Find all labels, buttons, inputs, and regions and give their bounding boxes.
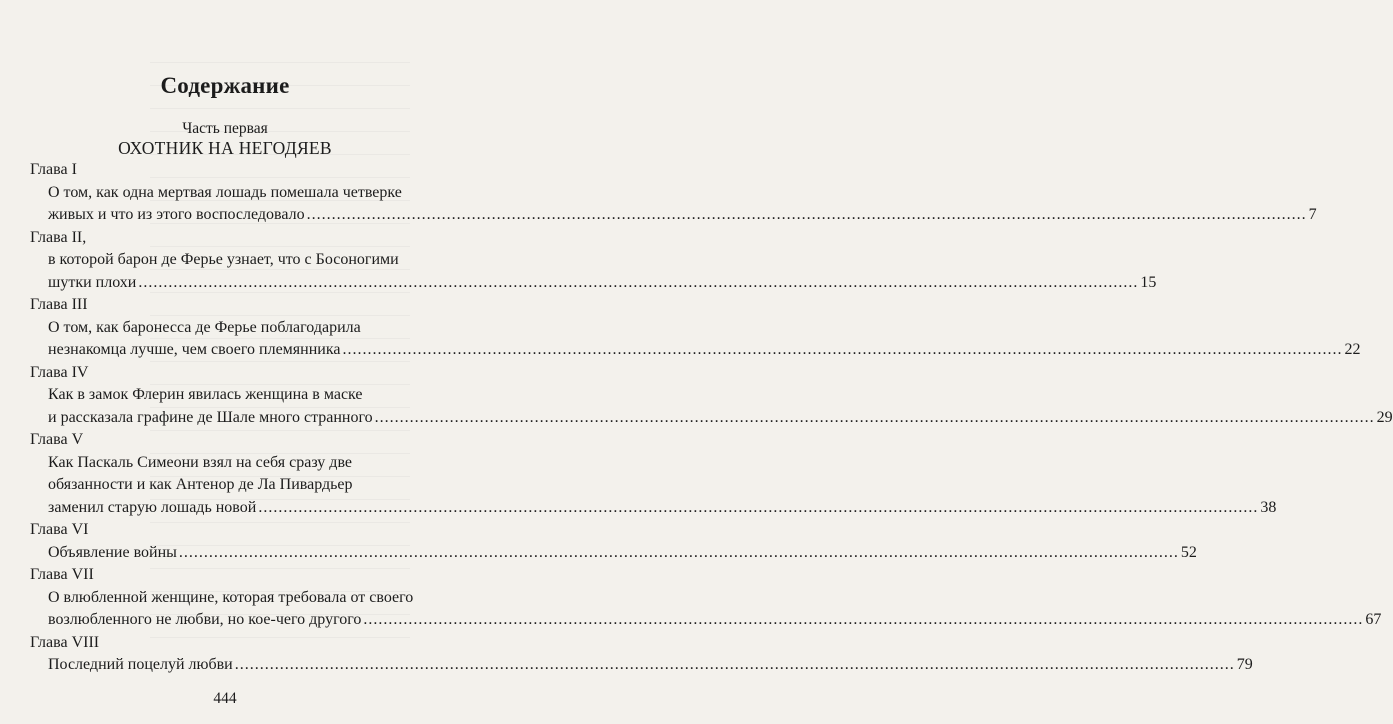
entry-final-line — [48, 543, 1197, 563]
dot-leader: ........................................................................................................................................................................................................ — [178, 543, 1179, 561]
entry-text-line: О влюбленной женщине, которая требовала от своего — [48, 588, 414, 606]
page-number: 444 — [213, 690, 237, 707]
entry-final-line — [48, 408, 1393, 428]
chapter-heading: Глава VII — [30, 566, 94, 583]
entry-page-number: 29 — [1376, 408, 1393, 426]
chapter-heading: Глава I — [30, 161, 77, 178]
entry-text-line: Как Паскаль Симеони взял на себя сразу две — [48, 453, 353, 471]
entry-title: незнакомца лучше, чем своего племянника — [48, 341, 341, 358]
entry-page-number: 52 — [1180, 543, 1197, 561]
chapter-heading: Глава II, — [30, 228, 87, 246]
chapter-heading: Глава V — [30, 431, 84, 448]
entry-text-line: О том, как баронесса де Ферье поблагодарила — [48, 318, 361, 336]
dot-leader: ........................................................................................................................................................................................................ — [374, 408, 1375, 426]
entry-title: живых и что из этого воспоследовало — [48, 206, 305, 223]
entry-title: Объявление войны — [48, 543, 177, 561]
entry-text-line: в которой барон де Ферье узнает, что с Босоногими — [48, 251, 399, 268]
entry-title: возлюбленного не любви, но кое-чего другого — [48, 611, 362, 628]
entry-text-line: О том, как одна мертвая лошадь помешала четверке — [48, 183, 402, 201]
entry-final-line — [48, 610, 1382, 630]
entry-final-line — [48, 273, 1157, 293]
entry-text-line — [48, 498, 1277, 518]
part-label: Часть первая — [182, 120, 268, 137]
entry-page-number: 22 — [1344, 341, 1361, 358]
dot-leader: ........................................................................................................................................................................................................ — [306, 206, 1307, 223]
entry-text-line: Как в замок Флерин явилась женщина в маске — [48, 386, 363, 403]
entry-title: шутки плохи — [48, 273, 137, 291]
dot-leader: ........................................................................................................................................................................................................ — [138, 273, 1139, 291]
part-name: ОХОТНИК НА НЕГОДЯЕВ — [118, 138, 332, 158]
chapter-heading: Глава VI — [30, 521, 89, 538]
chapter-heading: Глава IV — [30, 363, 89, 381]
dot-leader: ........................................................................................................................................................................................................ — [234, 656, 1235, 673]
entry-page-number: 15 — [1140, 273, 1157, 291]
dot-leader: ........................................................................................................................................................................................................ — [342, 341, 1343, 358]
entry-final-line — [48, 655, 1253, 675]
page-title: Содержание — [160, 73, 290, 98]
entry-title: и рассказала графине де Шале много странного — [48, 408, 373, 426]
entry-final-line — [48, 205, 1317, 225]
chapter-heading: Глава III — [30, 296, 88, 313]
entry-text-line: обязанности и как Антенор де Ла Пивардьер — [48, 476, 353, 493]
entry-page-number: 38 — [1260, 498, 1277, 516]
entry-page-number: 7 — [1308, 206, 1317, 223]
entry-page-number: 79 — [1236, 656, 1253, 673]
entry-title: Последний поцелуй любви — [48, 656, 233, 673]
entry-title: заменил старую лошадь новой — [48, 498, 257, 516]
chapter-heading: Глава VIII — [30, 633, 100, 651]
dot-leader: ........................................................................................................................................................................................................ — [363, 611, 1364, 628]
entry-page-number: 67 — [1365, 611, 1382, 628]
entry-final-line — [48, 340, 1361, 360]
dot-leader: ........................................................................................................................................................................................................ — [258, 498, 1259, 516]
